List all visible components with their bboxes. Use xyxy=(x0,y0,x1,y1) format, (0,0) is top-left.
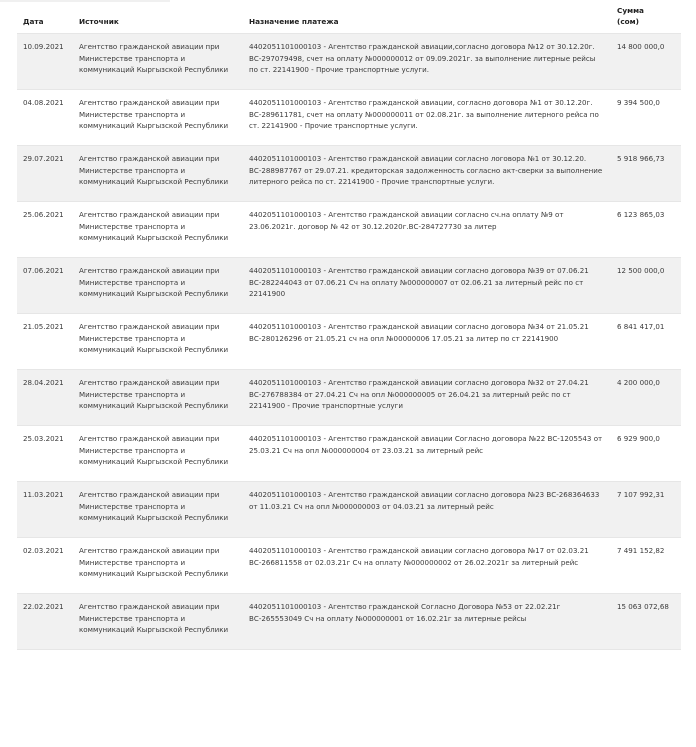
cell-purpose: 4402051101000103 - Агентство гражданской авиации согласно договора №17 от 02.03.21 ВС-266811558 от 02.03.21г Сч на оплату №000000002 от 26.02.2021г за литерный рейс xyxy=(243,538,611,594)
header-amount-unit: (сом) xyxy=(617,17,639,26)
cell-source: Агентство гражданской авиации при Министерстве транспорта и коммуникаций Кыргызской Республики xyxy=(73,90,243,146)
cell-source: Агентство гражданской авиации при Министерстве транспорта и коммуникаций Кыргызской Республики xyxy=(73,594,243,650)
table-row xyxy=(17,146,681,202)
cell-date: 21.05.2021 xyxy=(17,314,73,370)
cell-amount: 7 107 992,31 xyxy=(611,482,681,538)
cell-source: Агентство гражданской авиации при Министерстве транспорта и коммуникаций Кыргызской Республики xyxy=(73,538,243,594)
cell-amount: 15 063 072,68 xyxy=(611,594,681,650)
table-row xyxy=(17,90,681,146)
cell-date: 10.09.2021 xyxy=(17,34,73,90)
table-body xyxy=(17,34,681,650)
cell-date: 28.04.2021 xyxy=(17,370,73,426)
cell-purpose: 4402051101000103 - Агентство гражданской Согласно Договора №53 от 22.02.21г ВС-265553049 Сч на оплату №000000001 от 16.02.21г за литерные рейсы xyxy=(243,594,611,650)
table-row xyxy=(17,258,681,314)
header-amount[interactable] xyxy=(611,4,681,34)
cell-purpose: 4402051101000103 - Агентство гражданской авиации согласно логовора №1 от 30.12.20. ВС-288987767 от 29.07.21. кредиторская задолженность согласно акт-сверки за выполнение литерного рейса по ст. 22141900 - Прочие транспортные услуги. xyxy=(243,146,611,202)
cell-source: Агентство гражданской авиации при Министерстве транспорта и коммуникаций Кыргызской Республики xyxy=(73,258,243,314)
header-amount-label: Сумма xyxy=(617,6,644,15)
cell-purpose: 4402051101000103 - Агентство гражданской авиации согласно договора №32 от 27.04.21 ВС-276788384 от 27.04.21 Сч на опл №000000005 от 26.04.21 за литерный рейс по ст 22141900 - Прочие транспортные услуги xyxy=(243,370,611,426)
table-row xyxy=(17,538,681,594)
cell-purpose: 4402051101000103 - Агентство гражданской авиации,согласно договора №12 от 30.12.20г. ВС-297079498, счет на оплату №000000012 от 09.09.2021г. за выполнение литерные рейсы по ст. 22141900 - Прочие транспортные услуги. xyxy=(243,34,611,90)
cell-purpose: 4402051101000103 - Агентство гражданской авиации согласно сч.на оплату №9 от 23.06.2021г. договор № 42 от 30.12.2020г.ВС-284727730 за литер xyxy=(243,202,611,258)
cell-source: Агентство гражданской авиации при Министерстве транспорта и коммуникаций Кыргызской Республики xyxy=(73,146,243,202)
top-divider xyxy=(0,0,170,2)
cell-source: Агентство гражданской авиации при Министерстве транспорта и коммуникаций Кыргызской Республики xyxy=(73,370,243,426)
cell-amount: 9 394 500,0 xyxy=(611,90,681,146)
table-row xyxy=(17,482,681,538)
cell-date: 07.06.2021 xyxy=(17,258,73,314)
table-row xyxy=(17,594,681,650)
header-purpose[interactable]: Назначение платежа xyxy=(243,4,611,34)
cell-date: 04.08.2021 xyxy=(17,90,73,146)
table-row xyxy=(17,202,681,258)
cell-amount: 12 500 000,0 xyxy=(611,258,681,314)
cell-amount: 4 200 000,0 xyxy=(611,370,681,426)
cell-date: 11.03.2021 xyxy=(17,482,73,538)
cell-purpose: 4402051101000103 - Агентство гражданской авиации согласно договора №34 от 21.05.21 ВС-280126296 от 21.05.21 сч на опл №00000006 17.05.21 за литер по ст 22141900 xyxy=(243,314,611,370)
cell-purpose: 4402051101000103 - Агентство гражданской авиации согласно договора №23 ВС-268364633 от 11.03.21 Сч на опл №000000003 от 04.03.21 за литерный рейс xyxy=(243,482,611,538)
table-row xyxy=(17,34,681,90)
cell-source: Агентство гражданской авиации при Министерстве транспорта и коммуникаций Кыргызской Республики xyxy=(73,314,243,370)
cell-purpose: 4402051101000103 - Агентство гражданской авиации, согласно договора №1 от 30.12.20г. ВС-289611781, счет на оплату №000000011 от 02.08.21г. за выполнение литерного рейса по ст. 22141900 - Прочие транспортные услуги. xyxy=(243,90,611,146)
cell-amount: 6 123 865,03 xyxy=(611,202,681,258)
cell-date: 02.03.2021 xyxy=(17,538,73,594)
table-row xyxy=(17,426,681,482)
header-source[interactable]: Источник xyxy=(73,4,243,34)
cell-date: 25.03.2021 xyxy=(17,426,73,482)
cell-amount: 6 929 900,0 xyxy=(611,426,681,482)
cell-source: Агентство гражданской авиации при Министерстве транспорта и коммуникаций Кыргызской Республики xyxy=(73,426,243,482)
payments-table xyxy=(17,4,681,650)
cell-source: Агентство гражданской авиации при Министерстве транспорта и коммуникаций Кыргызской Республики xyxy=(73,34,243,90)
cell-amount: 6 841 417,01 xyxy=(611,314,681,370)
cell-purpose: 4402051101000103 - Агентство гражданской авиации Согласно договора №22 ВС-1205543 от 25.03.21 Сч на опл №000000004 от 23.03.21 за литерный рейс xyxy=(243,426,611,482)
cell-date: 22.02.2021 xyxy=(17,594,73,650)
cell-date: 25.06.2021 xyxy=(17,202,73,258)
header-date[interactable]: Дата xyxy=(17,4,73,34)
cell-amount: 7 491 152,82 xyxy=(611,538,681,594)
cell-amount: 14 800 000,0 xyxy=(611,34,681,90)
cell-source: Агентство гражданской авиации при Министерстве транспорта и коммуникаций Кыргызской Республики xyxy=(73,482,243,538)
cell-date: 29.07.2021 xyxy=(17,146,73,202)
table-row xyxy=(17,314,681,370)
table-row xyxy=(17,370,681,426)
table-header-row xyxy=(17,4,681,34)
cell-amount: 5 918 966,73 xyxy=(611,146,681,202)
cell-purpose: 4402051101000103 - Агентство гражданской авиации согласно договора №39 от 07.06.21 ВС-282244043 от 07.06.21 Сч на оплату №000000007 от 02.06.21 за литерный рейс по ст 22141900 xyxy=(243,258,611,314)
cell-source: Агентство гражданской авиации при Министерстве транспорта и коммуникаций Кыргызской Республики xyxy=(73,202,243,258)
